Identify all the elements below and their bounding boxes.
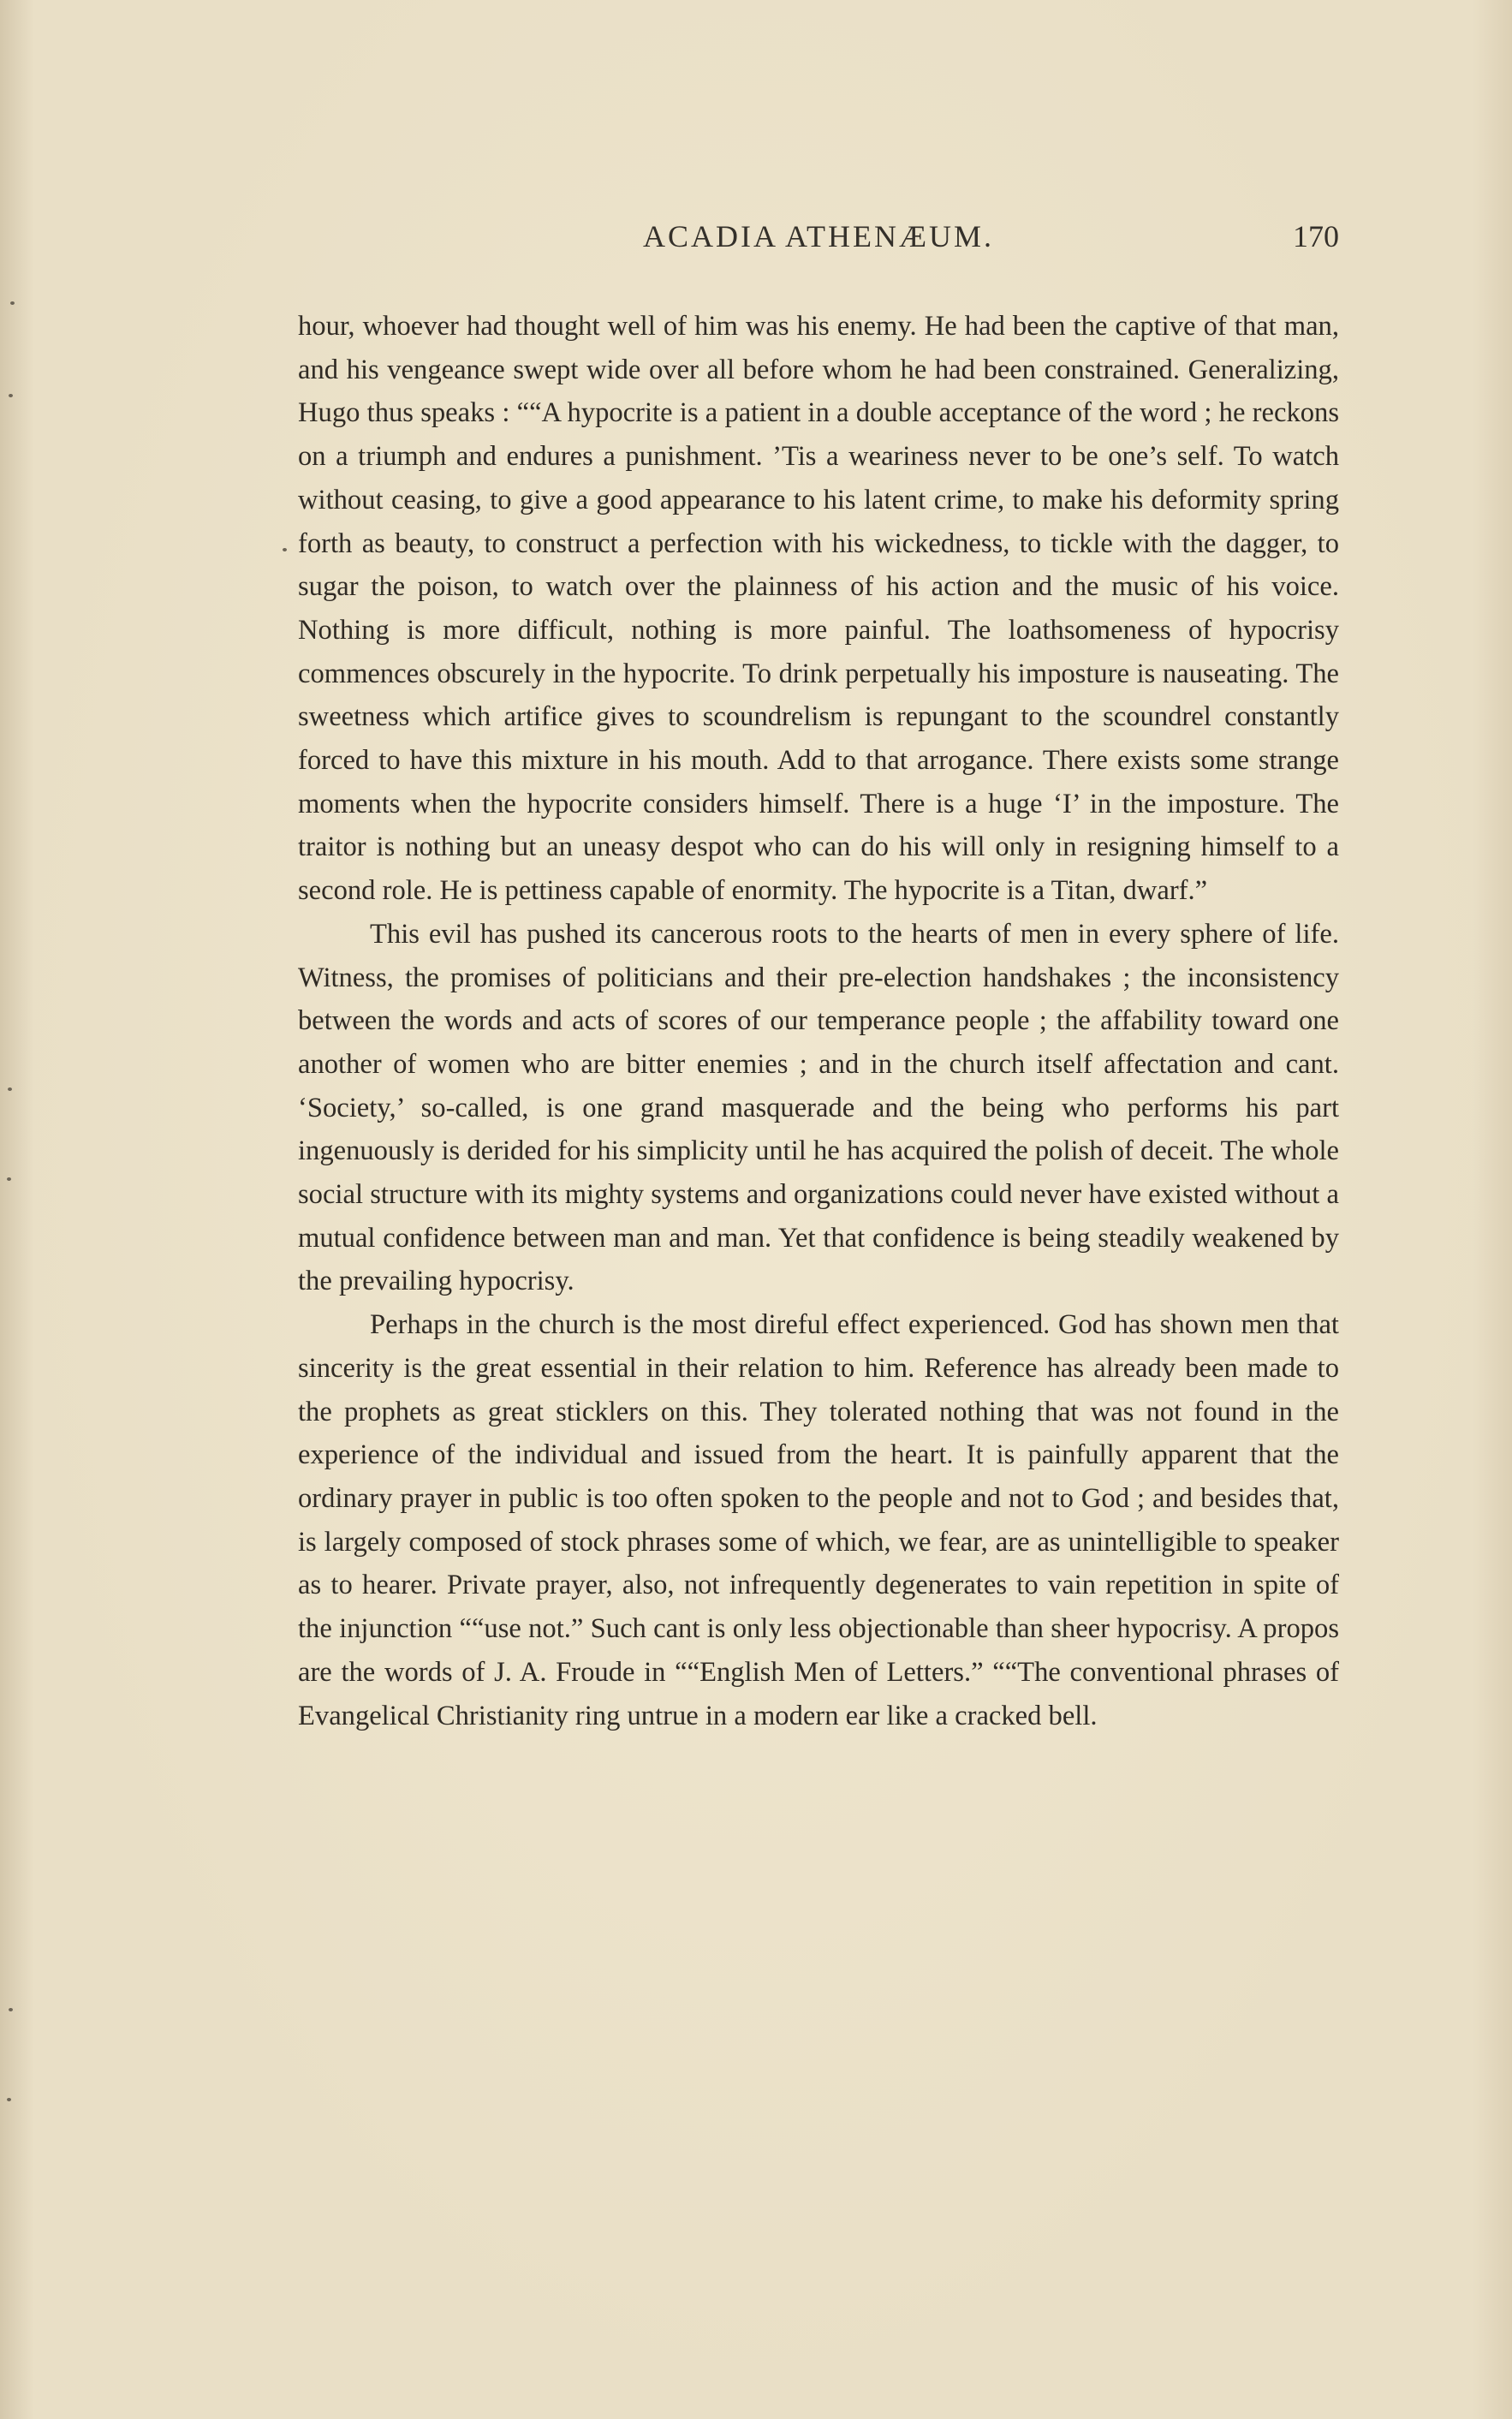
margin-mark — [9, 2008, 13, 2011]
margin-mark — [7, 2098, 11, 2101]
margin-mark — [283, 548, 287, 551]
margin-mark — [8, 1087, 12, 1091]
article-body — [298, 305, 1339, 1737]
margin-mark — [10, 301, 15, 305]
paragraph-continued: hour, whoever had thought well of him was his enemy. He had been the captive of that man, and his vengeance swept wide over all before whom he had been constrained. Generalizing, Hugo thus speaks : ““A hypocrite is a patient in a double acceptance of the word ; he reckons on a triumph and endures a punishment. ’Tis a weariness never to be one’s self. To watch without ceasing, to give a good appearance to his latent crime, to make his deformity spring forth as beauty, to construct a perfection with his wickedness, to tickle with the dagger, to sugar the poison, to watch over the plainness of his action and the music of his voice. Nothing is more difficult, nothing is more painful. The loathsomeness of hypocrisy commences obscurely in the hypocrite. To drink perpetually his imposture is nauseating. The sweetness which artifice gives to scoundrelism is repungant to the scoundrel constantly forced to have this mixture in his mouth. Add to that arrogance. There exists some strange moments when the hypocrite considers himself. There is a huge ‘I’ in the imposture. The traitor is nothing but an uneasy despot who can do his will only in resigning himself to a second role. He is pettiness capable of enormity. The hypocrite is a Titan, dwarf.” — [298, 311, 1339, 907]
paragraph: This evil has pushed its cancerous roots to the hearts of men in every sphere of life. Witness, the promises of politicians and their pre-election handshakes ; the inconsistency between the words and acts of scores of our temperance people ; the affability toward one another of women who are bitter enemies ; and in the church itself affectation and cant. ‘Society,’ so-called, is one grand masquerade and the being who performs his part ingenuously is derided for his simplicity until he has acquired the polish of deceit. The whole social structure with its mighty systems and organizations could never have existed without a mutual confidence between man and man. Yet that confidence is being steadily weakened by the prevailing hypocrisy. — [298, 918, 1339, 1297]
margin-mark — [7, 1177, 11, 1181]
page-number: 170 — [1293, 219, 1339, 253]
page-header — [298, 218, 1339, 261]
margin-mark — [9, 394, 13, 397]
paragraph: Perhaps in the church is the most direful effect experienced. God has shown men that sincerity is the great essential in their relation to him. Reference has already been made to the prophets as great sticklers on this. They tolerated nothing that was not found in the experience of the individual and issued from the heart. It is painfully apparent that the ordinary prayer in public is too often spoken to the people and not to God ; and besides that, is largely composed of stock phrases some of which, we fear, are as unintelligible to speaker as to hearer. Private prayer, also, not infrequently degenerates to vain repetition in spite of the injunction ““use not.” Such cant is only less objectionable than sheer hypocrisy. A propos are the words of J. A. Froude in ““English Men of Letters.” ““The conventional phrases of Evangelical Christianity ring untrue in a modern ear like a cracked bell. — [298, 1309, 1339, 1731]
running-title: ACADIA ATHENÆUM. — [642, 219, 995, 253]
